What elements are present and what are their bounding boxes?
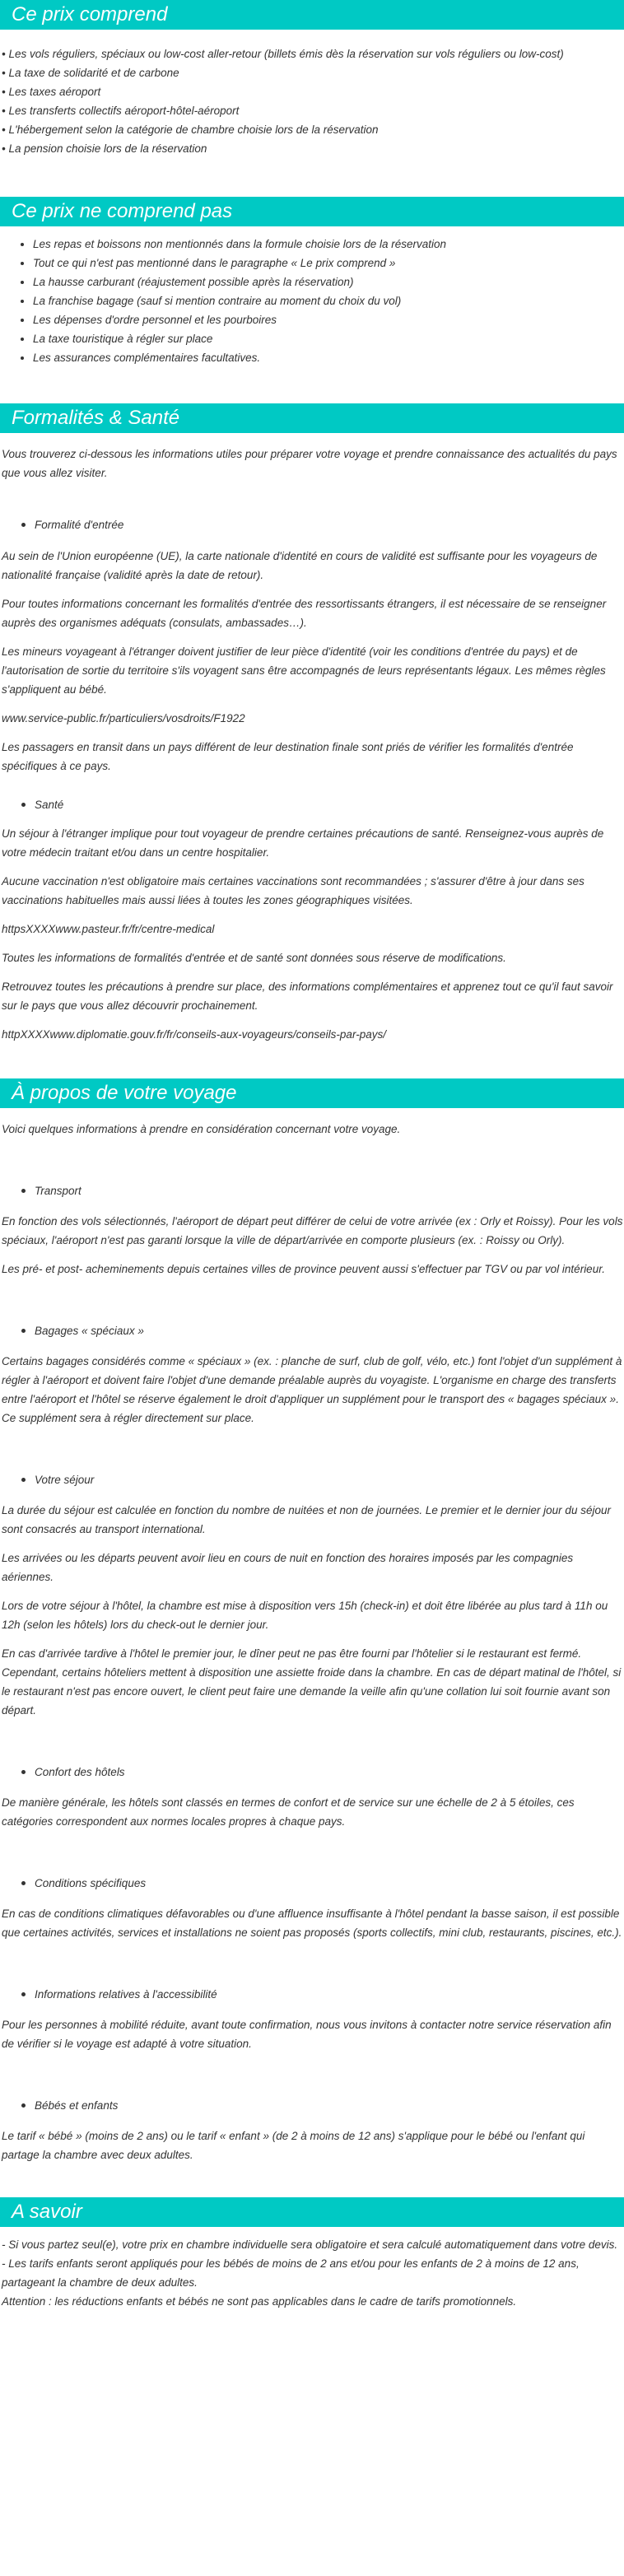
asavoir-section	[0, 2197, 624, 2311]
asavoir-line: - Si vous partez seul(e), votre prix en chambre individuelle sera obligatoire et sera calculé automatiquement dans votre devis.	[2, 2238, 618, 2251]
excludes-section	[0, 197, 624, 367]
accessibility-paragraph: Pour les personnes à mobilité réduite, avant toute confirmation, nous vous invitons à contacter notre service réservation afin de vérifier si le voyage est adapté à votre situation.	[2, 2019, 612, 2050]
diplomatie-link[interactable]: httpXXXXwww.diplomatie.gouv.fr/fr/conseils-aux-voyageurs/conseils-par-pays/	[2, 1028, 386, 1041]
formalites-title: Formalités & Santé	[0, 403, 624, 433]
entree-paragraph: Pour toutes informations concernant les formalités d'entrée des ressortissants étrangers, il est nécessaire de se renseigner auprès des organismes adéquats (consulats, ambassades…).	[2, 598, 607, 629]
bebes-paragraph: Le tarif « bébé » (moins de 2 ans) ou le tarif « enfant » (de 2 à moins de 12 ans) s'applique pour le bébé ou l'enfant qui partage la chambre avec deux adultes.	[2, 2130, 585, 2161]
entree-paragraph: Les mineurs voyageant à l'étranger doivent justifier de leur pièce d'identité (voir les conditions d'entrée du pays) et de l'autorisation de sortie du territoire s'ils voyagent sans être accompagnés de leurs représentants légaux. Les mêmes règles s'appliquent au bébé.	[2, 645, 606, 696]
list-item: • Les vols réguliers, spéciaux ou low-cost aller-retour (billets émis dès la réservation sur vols réguliers ou low-cost)	[2, 48, 564, 60]
list-item: • La hausse carburant (réajustement possible après la réservation)	[33, 273, 624, 291]
list-item: • La taxe touristique à régler sur place	[33, 329, 624, 348]
entree-label: Formalité d'entrée	[2, 515, 624, 534]
apropos-title: À propos de votre voyage	[0, 1078, 624, 1108]
formalites-section	[0, 403, 624, 1044]
list-item: • La franchise bagage (sauf si mention contraire au moment du choix du vol)	[33, 291, 624, 310]
includes-section	[0, 0, 624, 158]
entree-paragraph: Les passagers en transit dans un pays différent de leur destination finale sont priés de vérifier les formalités d'entrée spécifiques à ce pays.	[2, 741, 574, 772]
sante-paragraph: Toutes les informations de formalités d'entrée et de santé sont données sous réserve de modifications.	[2, 952, 506, 964]
bagages-paragraph: Certains bagages considérés comme « spéciaux » (ex. : planche de surf, club de golf, vélo, etc.) font l'objet d'un supplément à régler à l'aéroport et doivent faire l'objet d'une demande préalable auprès du voyagiste. L'organisme en charge des transferts entre l'aéroport et l'hôtel se réserve également le droit d'appliquer un supplément pour le transport des « bagages spéciaux ». Ce supplément sera à régler directement sur place.	[2, 1355, 622, 1424]
list-item: • La pension choisie lors de la réservation	[2, 142, 207, 155]
sante-paragraph: Un séjour à l'étranger implique pour tout voyageur de prendre certaines précautions de santé. Renseignez-vous auprès de votre médecin traitant et/ou dans un centre hospitalier.	[2, 827, 604, 859]
entree-paragraph: Au sein de l'Union européenne (UE), la carte nationale d'identité en cours de validité est suffisante pour les voyageurs de nationalité française (validité après la date de retour).	[2, 550, 598, 581]
list-item: • Les assurances complémentaires facultatives.	[33, 348, 624, 367]
list-item: • Tout ce qui n'est pas mentionné dans le paragraphe « Le prix comprend »	[33, 254, 624, 273]
includes-list	[2, 44, 624, 158]
conditions-label: Conditions spécifiques	[2, 1874, 624, 1893]
excludes-list	[2, 235, 624, 367]
apropos-section	[0, 1078, 624, 2164]
list-item: • Les transferts collectifs aéroport-hôtel-aéroport	[2, 105, 240, 117]
conditions-paragraph: En cas de conditions climatiques défavorables ou d'une affluence insuffisante à l'hôtel pendant la basse saison, il est possible que certaines activités, services et installations ne soient pas proposés (sports collectifs, mini club, restaurants, piscines, etc.).	[2, 1908, 622, 1939]
sejour-paragraph: Les arrivées ou les départs peuvent avoir lieu en cours de nuit en fonction des horaires imposés par les compagnies aériennes.	[2, 1552, 574, 1583]
transport-paragraph: En fonction des vols sélectionnés, l'aéroport de départ peut différer de celui de votre arrivée (ex : Orly et Roissy). Pour les vols spéciaux, l'aéroport n'est pas garanti lorsque la ville de départ/arrivée en comporte plusieurs (ex. : Roissy ou Orly).	[2, 1215, 623, 1246]
list-item: • La taxe de solidarité et de carbone	[2, 67, 179, 79]
bagages-label: Bagages « spéciaux »	[2, 1321, 624, 1340]
bebes-label: Bébés et enfants	[2, 2096, 624, 2115]
asavoir-line: - Les tarifs enfants seront appliqués pour les bébés de moins de 2 ans et/ou pour les enfants de 2 à moins de 12 ans, partageant la chambre de deux adultes.	[2, 2257, 580, 2289]
sejour-paragraph: Lors de votre séjour à l'hôtel, la chambre est mise à disposition vers 15h (check-in) et doit être libérée au plus tard à 11h ou 12h (selon les hôtels) lors du check-out le dernier jour.	[2, 1600, 608, 1631]
list-item: • Les taxes aéroport	[2, 86, 101, 98]
sejour-paragraph: En cas d'arrivée tardive à l'hôtel le premier jour, le dîner peut ne pas être fourni par l'hôtelier si le restaurant est fermé. Cependant, certains hôteliers mettent à disposition une assiette froide dans la chambre. En cas de départ matinal de l'hôtel, si le restaurant n'est pas encore ouvert, le client peut faire une demande la veille afin qu'une collation lui soit fournie avant son départ.	[2, 1647, 622, 1717]
list-item: • Les repas et boissons non mentionnés dans la formule choisie lors de la réservation	[33, 235, 624, 254]
excludes-title: Ce prix ne comprend pas	[0, 197, 624, 226]
list-item: • Les dépenses d'ordre personnel et les pourboires	[33, 310, 624, 329]
asavoir-line: Attention : les réductions enfants et bébés ne sont pas applicables dans le cadre de tarifs promotionnels.	[2, 2295, 517, 2308]
pasteur-link[interactable]: httpsXXXXwww.pasteur.fr/fr/centre-medical	[2, 923, 215, 935]
includes-title: Ce prix comprend	[0, 0, 624, 30]
sante-label: Santé	[2, 795, 624, 814]
service-public-link[interactable]: www.service-public.fr/particuliers/vosdroits/F1922	[2, 712, 245, 724]
accessibility-label: Informations relatives à l'accessibilité	[2, 1985, 624, 2004]
confort-label: Confort des hôtels	[2, 1763, 624, 1782]
list-item: • L'hébergement selon la catégorie de chambre choisie lors de la réservation	[2, 123, 379, 136]
transport-paragraph: Les pré- et post- acheminements depuis certaines villes de province peuvent aussi s'effectuer par TGV ou par vol intérieur.	[2, 1263, 605, 1275]
formalites-intro: Vous trouverez ci-dessous les informations utiles pour préparer votre voyage et prendre connaissance des actualités du pays que vous allez visiter.	[2, 448, 617, 479]
sejour-paragraph: La durée du séjour est calculée en fonction du nombre de nuitées et non de journées. Le premier et le dernier jour du séjour sont consacrés au transport international.	[2, 1504, 611, 1535]
sante-paragraph: Aucune vaccination n'est obligatoire mais certaines vaccinations sont recommandées ; s'assurer d'être à jour dans ses vaccinations habituelles mais aussi liées à toutes les zones géographiques visitées.	[2, 875, 584, 906]
transport-label: Transport	[2, 1181, 624, 1200]
asavoir-title: A savoir	[0, 2197, 624, 2227]
apropos-intro: Voici quelques informations à prendre en considération concernant votre voyage.	[2, 1123, 401, 1135]
sejour-label: Votre séjour	[2, 1470, 624, 1489]
sante-paragraph: Retrouvez toutes les précautions à prendre sur place, des informations complémentaires et apprenez tout ce qu'il faut savoir sur le pays que vous allez découvrir prochainement.	[2, 981, 613, 1012]
confort-paragraph: De manière générale, les hôtels sont classés en termes de confort et de service sur une échelle de 2 à 5 étoiles, ces catégories correspondent aux normes locales propres à chaque pays.	[2, 1796, 575, 1828]
